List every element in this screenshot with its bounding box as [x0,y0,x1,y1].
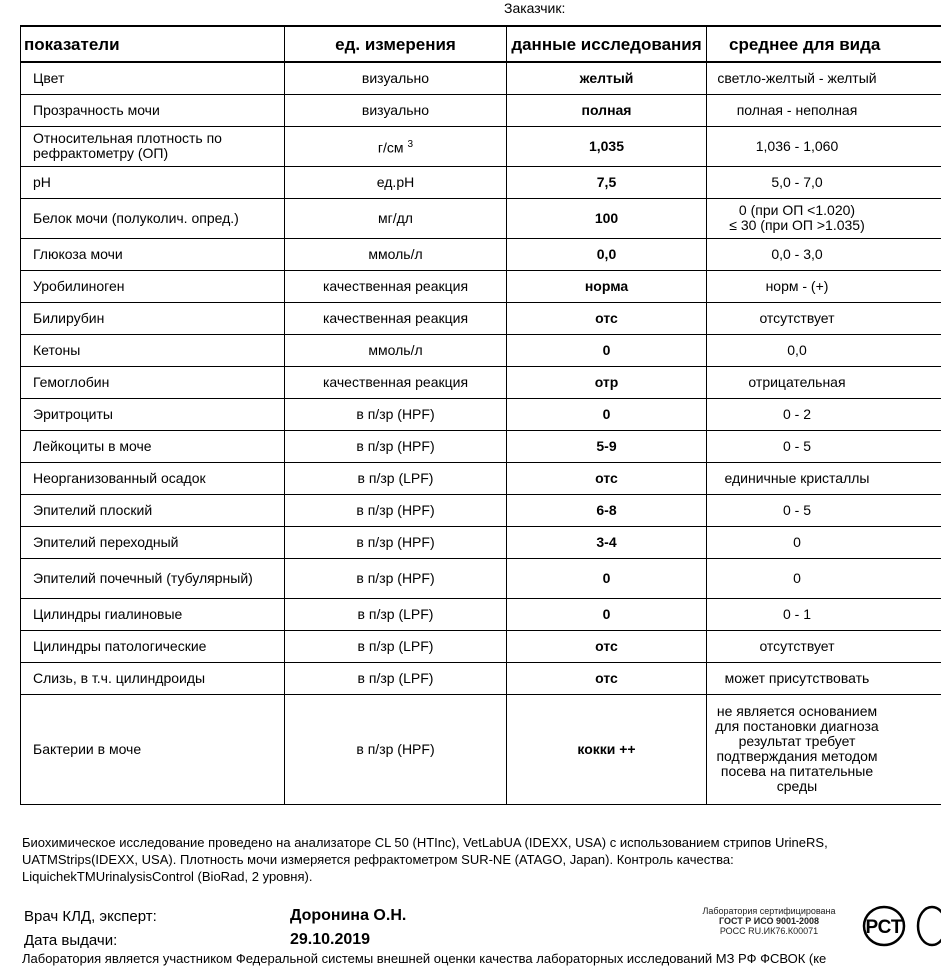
indicator-name: Лейкоциты в моче [21,430,285,462]
unit-text: ммоль/л [368,246,422,262]
reference-range [707,238,941,270]
reference-line: не является основанием [707,704,887,719]
result-value: 0,0 [507,238,707,270]
unit-text: в п/зр (LPF) [358,670,434,686]
indicator-name: Цвет [21,62,285,94]
indicator-name: pH [21,166,285,198]
unit [285,462,507,494]
result-value: 0 [507,334,707,366]
result-value: полная [507,94,707,126]
header-result: данные исследования [507,26,707,62]
indicator-name: Эпителий плоский [21,494,285,526]
reference-range [707,526,941,558]
reference-line: отсутствует [707,639,887,654]
result-value: 3-4 [507,526,707,558]
result-value: отс [507,302,707,334]
unit-text: мг/дл [378,210,413,226]
indicator-name: Глюкоза мочи [21,238,285,270]
result-value: желтый [507,62,707,94]
unit-text: визуально [362,70,429,86]
indicator-name: Белок мочи (полуколич. опред.) [21,198,285,238]
result-value: отр [507,366,707,398]
unit-text: в п/зр (HPF) [356,502,434,518]
indicator-name: Прозрачность мочи [21,94,285,126]
reference-line: полная - неполная [707,103,887,118]
cert-number: РОСС RU.ИК76.К00071 [676,926,862,936]
table-row [21,366,941,398]
reference-range [707,662,941,694]
reference-range [707,302,941,334]
unit-text: г/см [378,139,404,155]
reference-range [707,558,941,598]
result-value: 5-9 [507,430,707,462]
reference-line: 0,0 [707,343,887,358]
analysis-footnote [22,834,941,885]
unit-text: в п/зр (LPF) [358,470,434,486]
result-value: 1,035 [507,126,707,166]
indicator-name: Слизь, в т.ч. цилиндроиды [21,662,285,694]
unit [285,238,507,270]
unit [285,662,507,694]
unit-text: качественная реакция [323,278,468,294]
reference-range [707,694,941,804]
unit-text: ед.pH [377,174,414,190]
cert-line: Лаборатория сертифицирована [676,906,862,916]
unit-text: качественная реакция [323,374,468,390]
reference-line: 0 [707,571,887,586]
reference-range [707,398,941,430]
table-row [21,558,941,598]
header-reference: среднее для вида [707,26,941,62]
table-row [21,166,941,198]
unit-text: в п/зр (LPF) [358,606,434,622]
unit-text: в п/зр (HPF) [356,534,434,550]
indicator-name: Цилиндры гиалиновые [21,598,285,630]
unit [285,694,507,804]
unit-text: качественная реакция [323,310,468,326]
reference-line: может присутствовать [707,671,887,686]
reference-line: 0 - 5 [707,439,887,454]
unit [285,270,507,302]
unit [285,166,507,198]
table-row [21,94,941,126]
header-indicator: показатели [21,26,285,62]
header-unit: ед. измерения [285,26,507,62]
unit-text: в п/зр (HPF) [356,741,434,757]
unit [285,198,507,238]
reference-line: ≤ 30 (при ОП >1.035) [707,218,887,233]
table-row [21,494,941,526]
table-row [21,430,941,462]
reference-line: светло-желтый - желтый [707,71,887,86]
reference-range [707,366,941,398]
reference-range [707,126,941,166]
unit [285,126,507,166]
reference-line: 0 (при ОП <1.020) [707,203,887,218]
doctor-label: Врач КЛД, эксперт: [24,908,157,926]
indicator-name: Кетоны [21,334,285,366]
reference-range [707,334,941,366]
table-row [21,662,941,694]
indicator-name: Гемоглобин [21,366,285,398]
table-row [21,526,941,558]
unit [285,334,507,366]
unit [285,494,507,526]
rst-certification-logo [862,904,941,950]
bottom-cut-text: Лаборатория является участником Федеральной системы внешней оценки качества лабораторных исследований МЗ РФ ФСВОК (ке [22,951,826,967]
unit [285,598,507,630]
result-value: 7,5 [507,166,707,198]
table-row [21,62,941,94]
result-value: 100 [507,198,707,238]
indicator-name: Эритроциты [21,398,285,430]
reference-range [707,198,941,238]
unit [285,526,507,558]
rst-logo-text: РСТ [865,917,902,938]
reference-range [707,462,941,494]
unit [285,630,507,662]
reference-line: отрицательная [707,375,887,390]
reference-range [707,270,941,302]
certification-note [676,906,862,936]
reference-line: 0,0 - 3,0 [707,247,887,262]
reference-line: среды [707,779,887,794]
result-value: 0 [507,398,707,430]
reference-line: норм - (+) [707,279,887,294]
footnote-line: LiquichekTMUrinalysisControl (BioRad, 2 уровня). [22,868,941,885]
reference-range [707,494,941,526]
issue-date: 29.10.2019 [290,931,370,949]
unit-text: визуально [362,102,429,118]
indicator-name: Цилиндры патологические [21,630,285,662]
result-value: отс [507,462,707,494]
reference-line: посева на питательные [707,764,887,779]
reference-line: 0 [707,535,887,550]
unit [285,398,507,430]
indicator-name: Неорганизованный осадок [21,462,285,494]
result-value: отс [507,662,707,694]
table-header-row [21,26,941,62]
table-row [21,462,941,494]
reference-range [707,598,941,630]
reference-line: 0 - 5 [707,503,887,518]
indicator-name: Эпителий почечный (тубулярный) [21,558,285,598]
table-row [21,126,941,166]
table-row [21,270,941,302]
unit-text: в п/зр (HPF) [356,438,434,454]
table-row [21,302,941,334]
results-table [20,25,941,805]
reference-line: 0 - 1 [707,607,887,622]
result-value: кокки ++ [507,694,707,804]
unit [285,558,507,598]
table-row [21,398,941,430]
reference-range [707,430,941,462]
footnote-line: UATMStrips(IDEXX, USA). Плотность мочи измеряется рефрактометром SUR-NE (ATAGO, Japan). Контроль качества: [22,851,941,868]
table-row [21,238,941,270]
date-label: Дата выдачи: [24,932,117,950]
unit [285,62,507,94]
unit-text: в п/зр (LPF) [358,638,434,654]
reference-line: единичные кристаллы [707,471,887,486]
unit [285,302,507,334]
unit-text: в п/зр (HPF) [356,406,434,422]
reference-line: подтверждания методом [707,749,887,764]
table-row [21,694,941,804]
results-body [21,62,941,804]
doctor-name: Доронина О.Н. [290,907,406,925]
reference-range [707,630,941,662]
unit-text: в п/зр (HPF) [356,570,434,586]
table-row [21,334,941,366]
reference-line: 1,036 - 1,060 [707,139,887,154]
unit [285,94,507,126]
reference-line: для постановки диагноза [707,719,887,734]
reference-range [707,62,941,94]
result-value: отс [507,630,707,662]
result-value: 0 [507,558,707,598]
reference-line: 0 - 2 [707,407,887,422]
indicator-name: Уробилиноген [21,270,285,302]
indicator-name: Относительная плотность по рефрактометру (ОП) [21,126,285,166]
unit-superscript: 3 [408,139,414,150]
unit-text: ммоль/л [368,342,422,358]
reference-line: отсутствует [707,311,887,326]
indicator-name: Билирубин [21,302,285,334]
reference-line: результат требует [707,734,887,749]
table-row [21,198,941,238]
result-value: 0 [507,598,707,630]
unit [285,430,507,462]
footnote-line: Биохимическое исследование проведено на анализаторе CL 50 (HTInc), VetLabUA (IDEXX, USA) с использованием стрипов UrineRS, [22,834,941,851]
table-row [21,598,941,630]
reference-range [707,166,941,198]
indicator-name: Эпителий переходный [21,526,285,558]
result-value: 6-8 [507,494,707,526]
table-row [21,630,941,662]
cert-standard: ГОСТ Р ИСО 9001-2008 [676,916,862,926]
reference-range [707,94,941,126]
customer-label: Заказчик: [504,0,565,16]
result-value: норма [507,270,707,302]
indicator-name: Бактерии в моче [21,694,285,804]
unit [285,366,507,398]
reference-line: 5,0 - 7,0 [707,175,887,190]
